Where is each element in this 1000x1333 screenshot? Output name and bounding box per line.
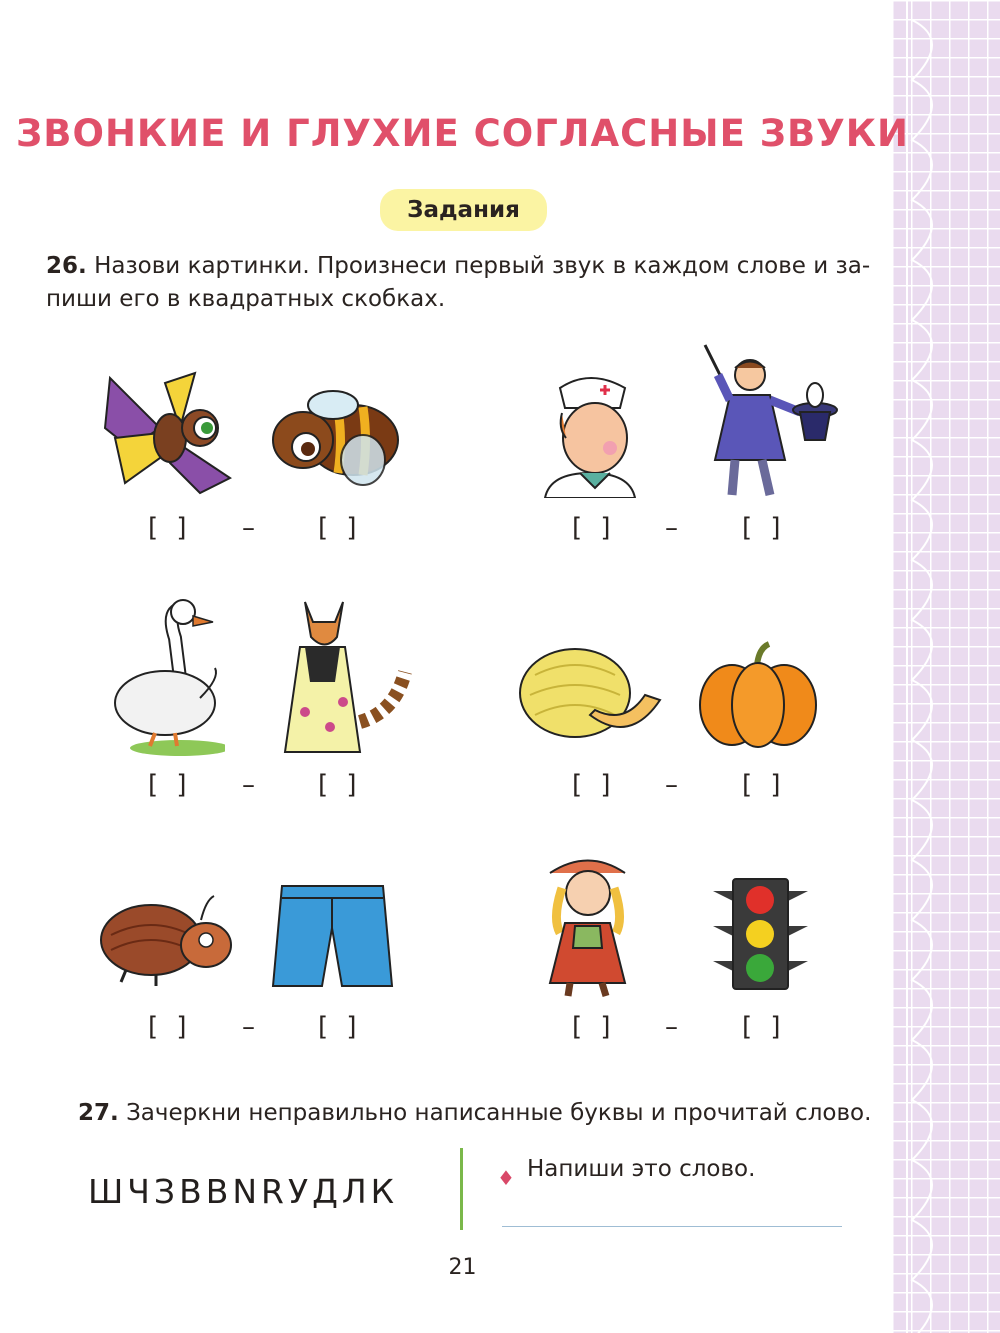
bee-picture [268, 385, 408, 490]
goose-picture [105, 598, 225, 758]
melon-picture [515, 645, 665, 745]
answer-line[interactable] [502, 1226, 842, 1227]
task-27-text [78, 1097, 871, 1130]
answer-bracket[interactable]: [ ] [148, 1012, 189, 1042]
traffic-light-picture [708, 876, 813, 991]
dash-separator: – [665, 513, 678, 543]
answer-bracket[interactable]: [ ] [742, 770, 783, 800]
dash-separator: – [242, 513, 255, 543]
answer-bracket[interactable]: [ ] [318, 1012, 359, 1042]
answer-bracket[interactable]: [ ] [742, 1012, 783, 1042]
page-title: ЗВОНКИЕ И ГЛУХИЕ СОГЛАСНЫЕ ЗВУКИ [16, 112, 909, 155]
task-27-number: 27. [78, 1100, 119, 1126]
diamond-icon: ♦ [497, 1166, 515, 1190]
page-number: 21 [448, 1255, 477, 1280]
magician-picture [690, 340, 840, 500]
decorative-grid-edge [892, 0, 1000, 1333]
answer-bracket[interactable]: [ ] [572, 770, 613, 800]
doctor-picture [540, 368, 640, 498]
write-word-prompt: Напиши это слово. [527, 1156, 756, 1182]
answer-bracket[interactable]: [ ] [572, 513, 613, 543]
dash-separator: – [242, 1012, 255, 1042]
answer-bracket[interactable]: [ ] [148, 770, 189, 800]
task-26-instruction-1: Назови картинки. Произнеси первый звук в каждом слове и за- [94, 253, 871, 279]
answer-bracket[interactable]: [ ] [742, 513, 783, 543]
girl-picture [540, 848, 635, 998]
answer-bracket[interactable]: [ ] [318, 513, 359, 543]
cat-picture [275, 592, 415, 757]
task-26-instruction-2: пиши его в квадратных скобках. [46, 286, 446, 312]
shorts-picture [270, 878, 395, 993]
answer-bracket[interactable]: [ ] [318, 770, 359, 800]
butterfly-picture [100, 368, 240, 498]
scrambled-letters[interactable]: ШЧЗВВNRУДЛК [88, 1172, 399, 1211]
dash-separator: – [665, 770, 678, 800]
task-26-text-line1 [46, 250, 870, 283]
edge-loops-decoration [892, 0, 1000, 1333]
section-label: Задания [380, 189, 547, 231]
dash-separator: – [242, 770, 255, 800]
answer-bracket[interactable]: [ ] [572, 1012, 613, 1042]
pumpkin-picture [697, 640, 819, 750]
task-26-number: 26. [46, 253, 87, 279]
task-27-instruction: Зачеркни неправильно написанные буквы и прочитай слово. [126, 1100, 872, 1126]
divider-line [460, 1148, 463, 1230]
answer-bracket[interactable]: [ ] [148, 513, 189, 543]
beetle-picture [96, 890, 236, 990]
dash-separator: – [665, 1012, 678, 1042]
